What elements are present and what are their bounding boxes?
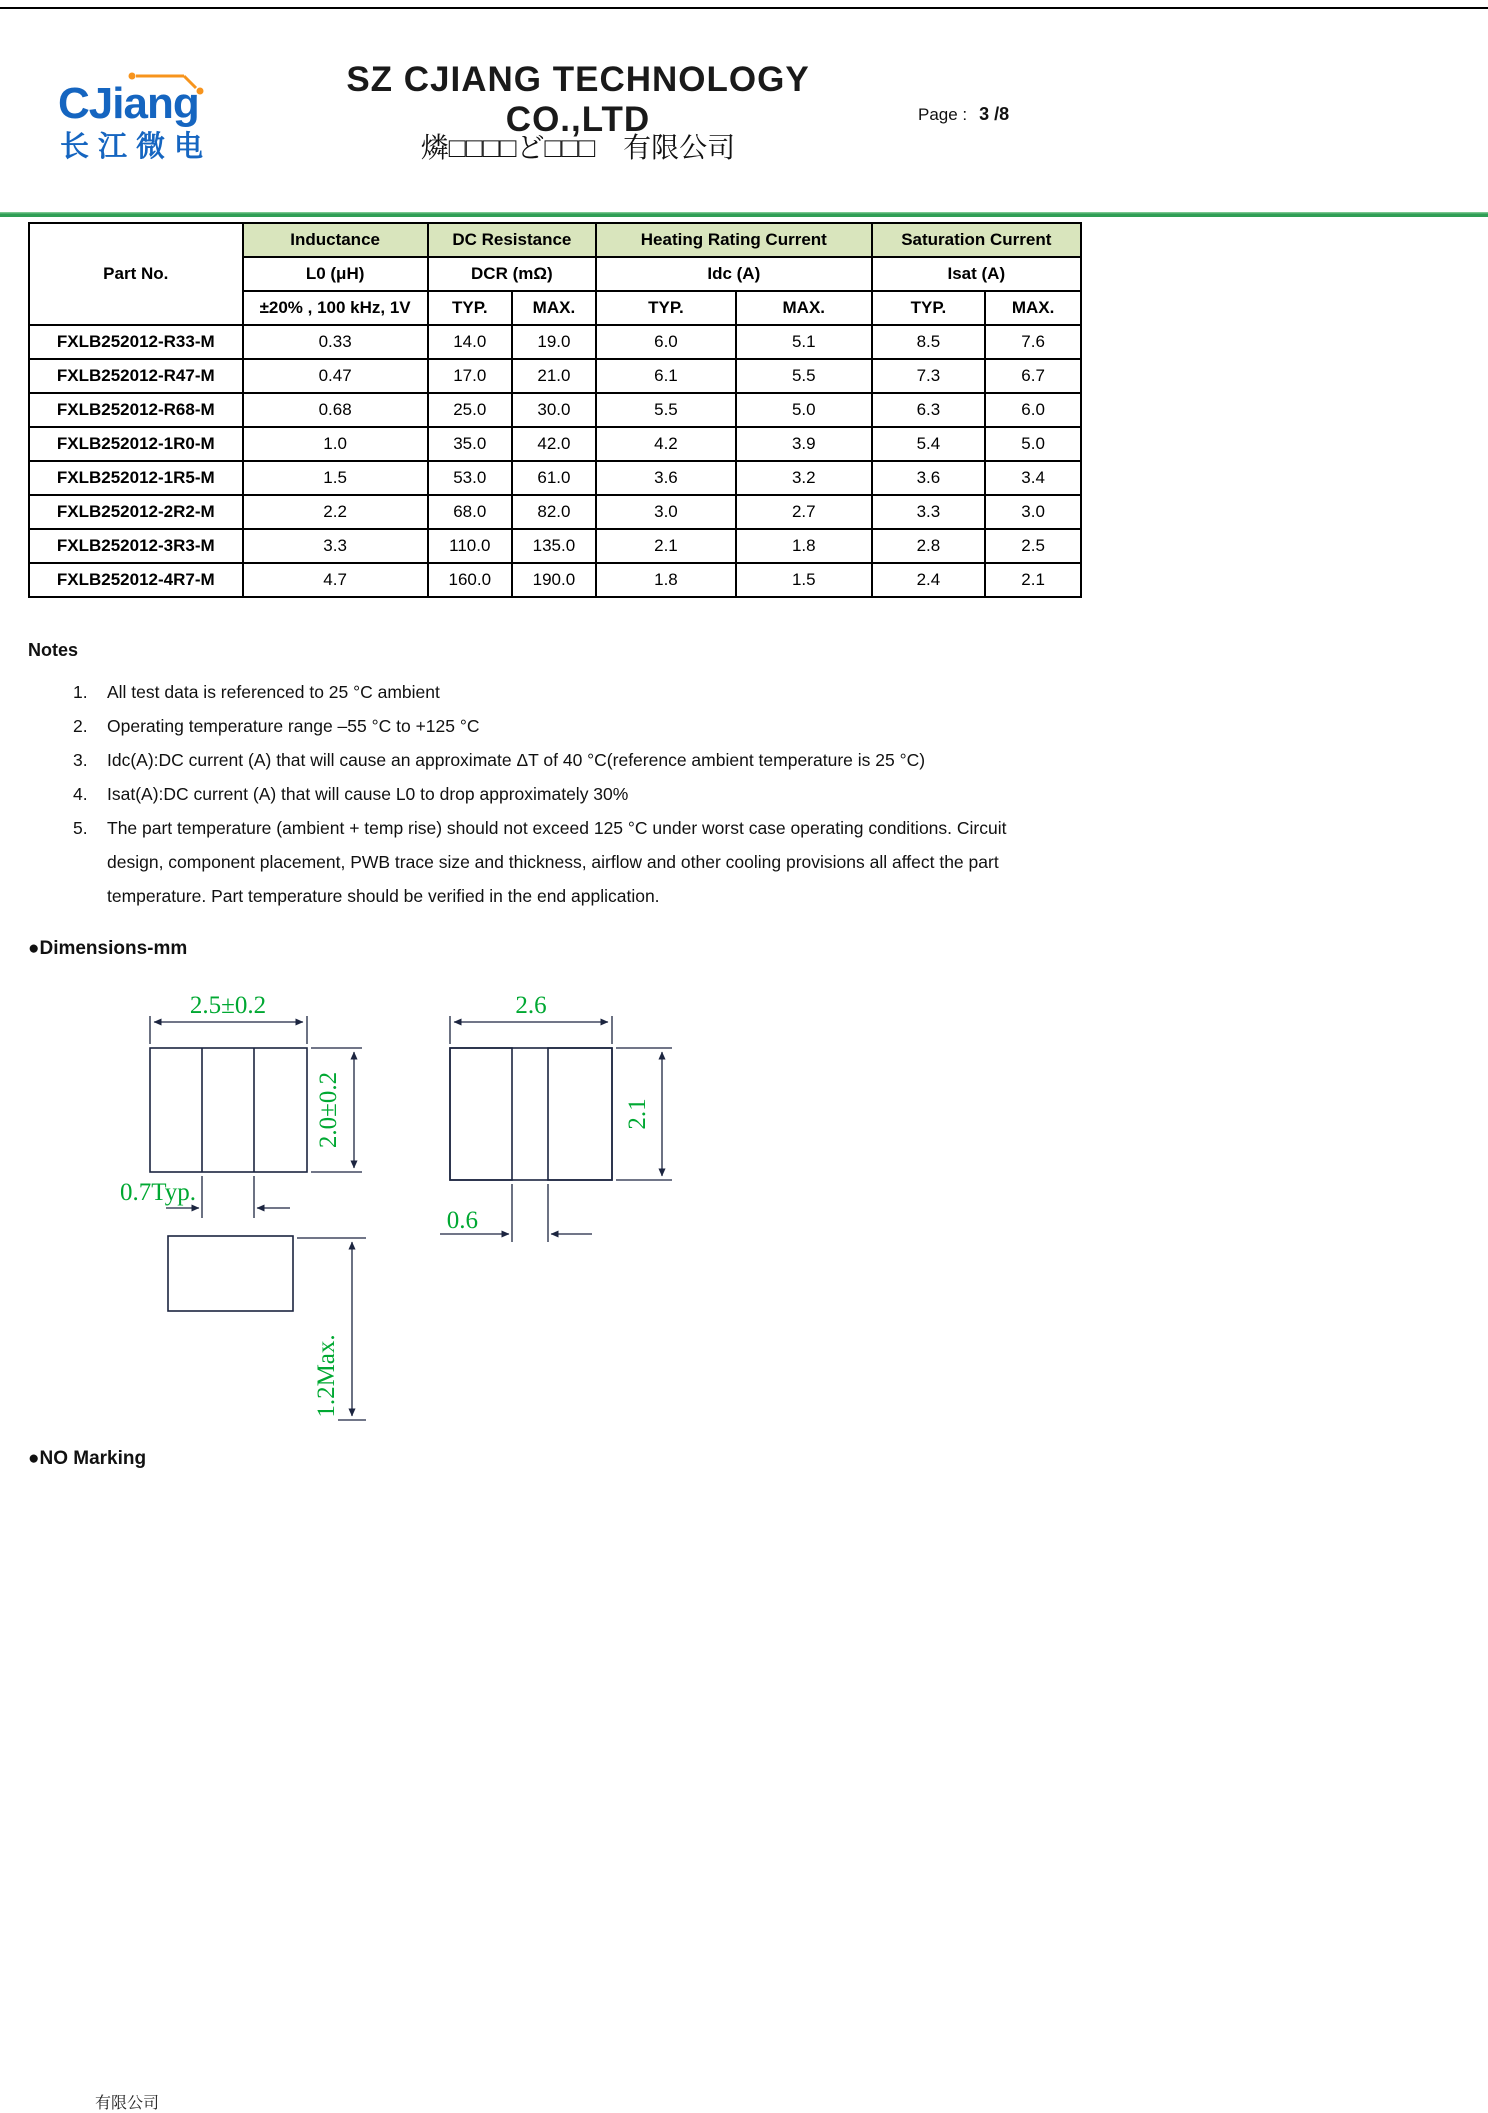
idc-typ-cell: 6.0 [596, 325, 736, 359]
dcr-max-cell: 19.0 [512, 325, 596, 359]
dcr-max-header: MAX. [512, 291, 596, 325]
dcr-typ-cell: 53.0 [428, 461, 512, 495]
page-value: 3 /8 [979, 104, 1010, 124]
dim-front-height-label: 2.0±0.2 [315, 1071, 342, 1149]
isat-max-cell: 7.6 [985, 325, 1081, 359]
idc-max-cell: 2.7 [736, 495, 872, 529]
terminal-view-drawing [440, 992, 672, 1242]
part-no-cell: FXLB252012-R68-M [29, 393, 243, 427]
logo-wordmark: CJiang [58, 79, 199, 128]
company-name-cn: 燐□□□□ど□□□ 有限公司 [420, 132, 736, 163]
table-row [29, 461, 1081, 495]
col-header-part-no: Part No. [29, 223, 243, 325]
note-item-1 [73, 675, 1058, 709]
front-view-drawing [120, 992, 362, 1218]
table-row [29, 529, 1081, 563]
dim-thickness-label: 1.2Max. [313, 1334, 340, 1418]
table-row [29, 325, 1081, 359]
dcr-typ-cell: 110.0 [428, 529, 512, 563]
dcr-typ-cell: 68.0 [428, 495, 512, 529]
note-item-5 [73, 811, 1058, 913]
idc-typ-cell: 5.5 [596, 393, 736, 427]
notes-section [28, 640, 1058, 913]
l0-cell: 0.68 [243, 393, 428, 427]
green-divider-line [0, 212, 1488, 217]
note-number: 2. [73, 716, 88, 736]
part-no-cell: FXLB252012-2R2-M [29, 495, 243, 529]
dcr-typ-cell: 35.0 [428, 427, 512, 461]
dimension-drawings [0, 980, 720, 1450]
page-number [918, 104, 1009, 125]
isat-typ-header: TYP. [872, 291, 986, 325]
idc-typ-cell: 6.1 [596, 359, 736, 393]
l0-cell: 3.3 [243, 529, 428, 563]
unit-isat: Isat (A) [872, 257, 1081, 291]
unit-idc: Idc (A) [596, 257, 872, 291]
col-header-heating-rating-current: Heating Rating Current [596, 223, 872, 257]
dim-land-height-label: 2.1 [624, 1098, 651, 1130]
spec-table [28, 222, 1082, 598]
dcr-typ-cell: 17.0 [428, 359, 512, 393]
tolerance-condition: ±20% , 100 kHz, 1V [243, 291, 428, 325]
idc-typ-cell: 2.1 [596, 529, 736, 563]
page-title: SZ CJIANG TECHNOLOGY CO.,LTD [346, 60, 810, 139]
col-header-saturation-current: Saturation Current [872, 223, 1081, 257]
idc-typ-cell: 3.6 [596, 461, 736, 495]
table-header-row-groups [29, 223, 1081, 257]
idc-typ-cell: 3.0 [596, 495, 736, 529]
isat-max-cell: 3.4 [985, 461, 1081, 495]
idc-typ-header: TYP. [596, 291, 736, 325]
page-label: Page : [918, 105, 968, 124]
part-no-cell: FXLB252012-R47-M [29, 359, 243, 393]
isat-max-cell: 6.0 [985, 393, 1081, 427]
isat-typ-cell: 2.4 [872, 563, 986, 597]
logo-chinese-name: 长江微电 [60, 131, 213, 163]
note-text: The part temperature (ambient + temp rise) should not exceed 125 °C under worst case operating conditions. Circuit design, component placement, PWB trace size and thickness, airflow and other cooling provisions all affect the part temperature. Part temperature should be verified in the end application. [107, 818, 1007, 906]
dim-terminal-width-label: 0.7Typ. [119, 1179, 196, 1206]
isat-max-header: MAX. [985, 291, 1081, 325]
part-no-cell: FXLB252012-R33-M [29, 325, 243, 359]
part-no-cell: FXLB252012-4R7-M [29, 563, 243, 597]
note-item-3 [73, 743, 1058, 777]
dcr-max-cell: 30.0 [512, 393, 596, 427]
idc-max-cell: 5.0 [736, 393, 872, 427]
table-row [29, 563, 1081, 597]
idc-max-cell: 1.8 [736, 529, 872, 563]
table-row [29, 495, 1081, 529]
dcr-typ-cell: 25.0 [428, 393, 512, 427]
l0-cell: 0.33 [243, 325, 428, 359]
isat-max-cell: 6.7 [985, 359, 1081, 393]
table-row [29, 393, 1081, 427]
dcr-max-cell: 21.0 [512, 359, 596, 393]
isat-max-cell: 2.1 [985, 563, 1081, 597]
l0-cell: 0.47 [243, 359, 428, 393]
note-text: All test data is referenced to 25 °C ambient [107, 682, 440, 702]
idc-typ-cell: 1.8 [596, 563, 736, 597]
dcr-typ-cell: 14.0 [428, 325, 512, 359]
part-no-cell: FXLB252012-3R3-M [29, 529, 243, 563]
dcr-max-cell: 42.0 [512, 427, 596, 461]
isat-max-cell: 5.0 [985, 427, 1081, 461]
idc-max-cell: 5.5 [736, 359, 872, 393]
dcr-max-cell: 135.0 [512, 529, 596, 563]
idc-max-cell: 3.9 [736, 427, 872, 461]
table-row [29, 427, 1081, 461]
note-text: Idc(A):DC current (A) that will cause an approximate ΔT of 40 °C(reference ambient temperature is 25 °C) [107, 750, 926, 770]
idc-max-cell: 3.2 [736, 461, 872, 495]
company-logo [56, 66, 266, 162]
isat-typ-cell: 8.5 [872, 325, 986, 359]
l0-cell: 4.7 [243, 563, 428, 597]
isat-typ-cell: 6.3 [872, 393, 986, 427]
part-no-cell: FXLB252012-1R5-M [29, 461, 243, 495]
l0-cell: 1.0 [243, 427, 428, 461]
note-item-4 [73, 777, 1058, 811]
col-header-inductance: Inductance [243, 223, 428, 257]
isat-typ-cell: 5.4 [872, 427, 986, 461]
note-number: 1. [73, 682, 88, 702]
unit-inductance: L0 (μH) [243, 257, 428, 291]
dcr-max-cell: 82.0 [512, 495, 596, 529]
idc-max-header: MAX. [736, 291, 872, 325]
dim-land-gap-label: 0.6 [446, 1207, 478, 1234]
isat-max-cell: 2.5 [985, 529, 1081, 563]
isat-typ-cell: 3.3 [872, 495, 986, 529]
notes-title: Notes [28, 640, 79, 660]
no-marking-title: ●NO Marking [28, 1448, 147, 1469]
footer-partial-text: 有限公司 [95, 2095, 160, 2112]
dim-front-width-label: 2.5±0.2 [189, 992, 267, 1019]
dcr-max-cell: 61.0 [512, 461, 596, 495]
side-view-drawing [168, 1236, 366, 1420]
note-text: Isat(A):DC current (A) that will cause L0 to drop approximately 30% [107, 784, 629, 804]
part-no-cell: FXLB252012-1R0-M [29, 427, 243, 461]
dimensions-section-title: ●Dimensions-mm [28, 938, 188, 959]
dcr-max-cell: 190.0 [512, 563, 596, 597]
l0-cell: 1.5 [243, 461, 428, 495]
l0-cell: 2.2 [243, 495, 428, 529]
note-number: 4. [73, 784, 88, 804]
isat-typ-cell: 2.8 [872, 529, 986, 563]
isat-typ-cell: 7.3 [872, 359, 986, 393]
note-number: 3. [73, 750, 88, 770]
isat-max-cell: 3.0 [985, 495, 1081, 529]
unit-dcr: DCR (mΩ) [428, 257, 596, 291]
idc-typ-cell: 4.2 [596, 427, 736, 461]
col-header-dc-resistance: DC Resistance [428, 223, 596, 257]
top-border-line [0, 7, 1488, 9]
dim-land-width-label: 2.6 [515, 992, 547, 1019]
idc-max-cell: 5.1 [736, 325, 872, 359]
idc-max-cell: 1.5 [736, 563, 872, 597]
table-row [29, 359, 1081, 393]
isat-typ-cell: 3.6 [872, 461, 986, 495]
note-number: 5. [73, 818, 88, 838]
note-item-2 [73, 709, 1058, 743]
dcr-typ-cell: 160.0 [428, 563, 512, 597]
note-text: Operating temperature range –55 °C to +125 °C [107, 716, 480, 736]
dcr-typ-header: TYP. [428, 291, 512, 325]
